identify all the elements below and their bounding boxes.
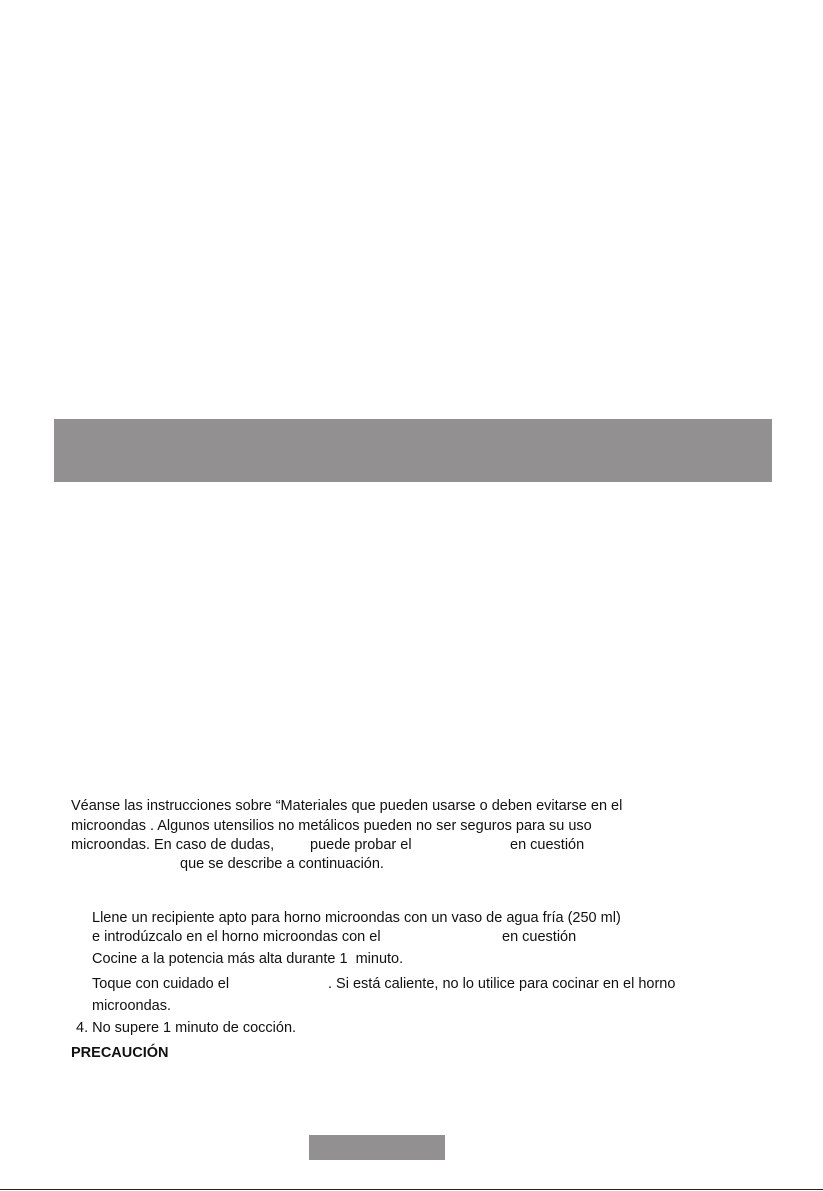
step-1-line-1: Llene un recipiente apto para horno microondas con un vaso de agua fría (250 ml) <box>92 910 621 926</box>
step-4: 4. No supere 1 minuto de cocción. <box>76 1020 297 1036</box>
step-3-line-1: Toque con cuidado el <box>92 976 230 992</box>
page-number-bar <box>309 1135 445 1160</box>
intro-line-4: que se describe a continuación. <box>180 856 384 872</box>
caution-heading: PRECAUCIÓN <box>71 1045 169 1061</box>
intro-line-3c: en cuestión <box>510 837 585 853</box>
intro-line-3b: puede probar el <box>310 837 412 853</box>
step-3-line-2: microondas. <box>92 998 171 1014</box>
step-3-line-1-end: . Si está caliente, no lo utilice para cocinar en el horno <box>328 976 676 992</box>
step-2: Cocine a la potencia más alta durante 1 minuto. <box>92 951 404 967</box>
step-1-line-2: e introdúzcalo en el horno microondas con el <box>92 929 381 945</box>
intro-line-1: Véanse las instrucciones sobre “Materiales que pueden usarse o deben evitarse en el <box>71 798 623 814</box>
step-1-line-2-end: en cuestión <box>502 929 577 945</box>
page-bottom-border <box>0 1189 823 1190</box>
intro-line-2: microondas . Algunos utensilios no metálicos pueden no ser seguros para su uso <box>71 818 592 834</box>
section-header-banner <box>54 419 772 482</box>
intro-line-3a: microondas. En caso de dudas, <box>71 837 275 853</box>
